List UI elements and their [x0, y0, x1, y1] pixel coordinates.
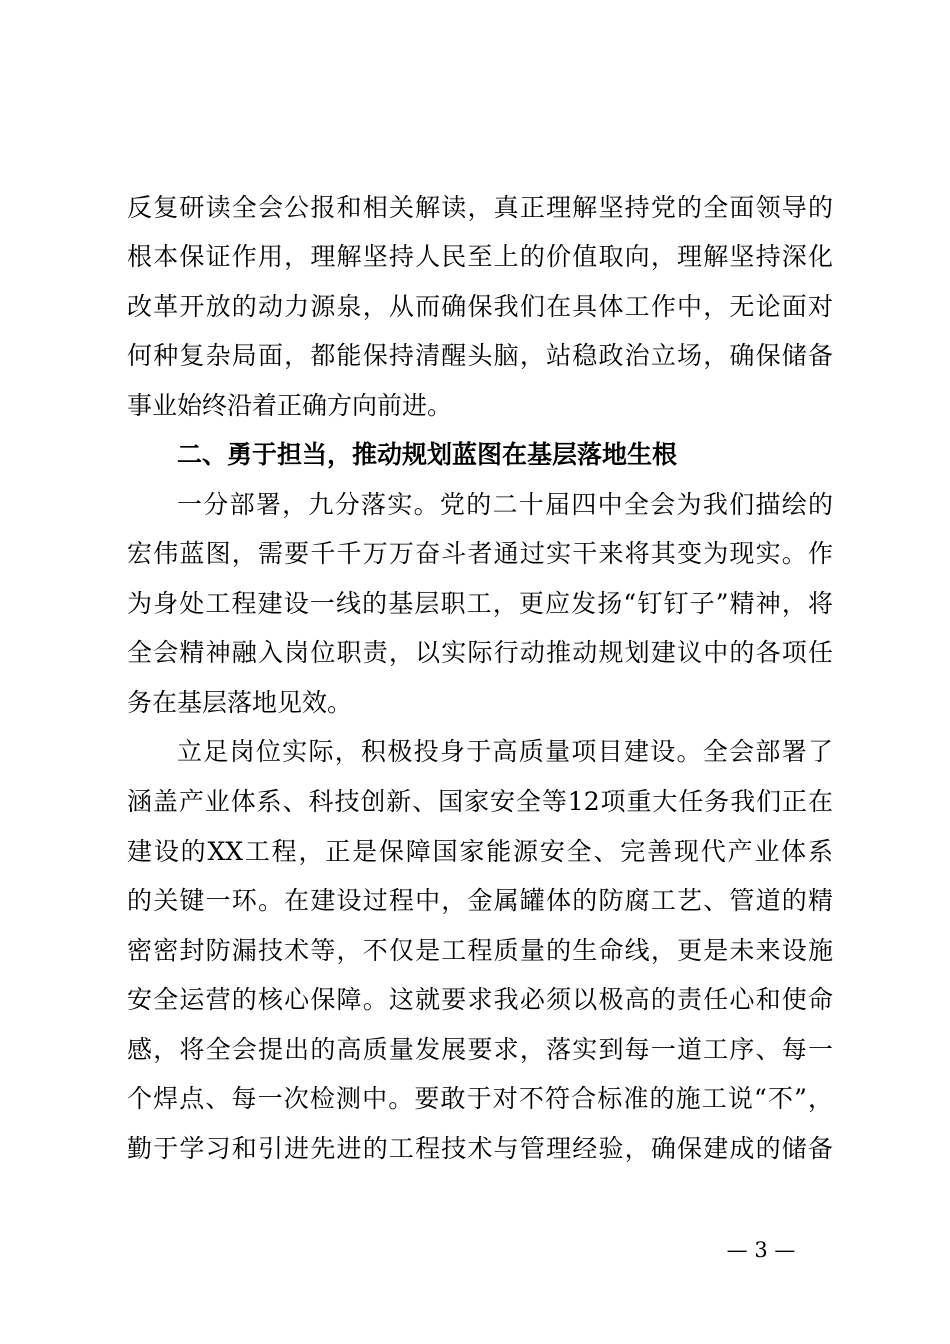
section-heading-2: 二、勇于担当，推动规划蓝图在基层落地生根 — [177, 440, 678, 469]
paragraph-3-line-4: 的关键一环。在建设过程中，金属罐体的防腐工艺、管道的精 — [127, 886, 833, 915]
paragraph-1-line-1: 反复研读全会公报和相关解读，真正理解坚持党的全面领导的 — [127, 193, 833, 222]
paragraph-2-line-3: 为身处工程建设一线的基层职工，更应发扬“钉钉子”精神，将 — [127, 589, 833, 618]
paragraph-3-line-6: 安全运营的核心保障。这就要求我必须以极高的责任心和使命 — [127, 985, 833, 1014]
paragraph-2-line-4: 全会精神融入岗位职责，以实际行动推动规划建议中的各项任 — [127, 638, 833, 667]
page-number: — 3 — — [726, 1238, 796, 1262]
paragraph-3-line-8: 个焊点、每一次检测中。要敢于对不符合标准的施工说“不”， — [127, 1084, 833, 1113]
paragraph-2-line-1: 一分部署，九分落实。党的二十届四中全会为我们描绘的 — [177, 490, 833, 519]
paragraph-2-line-2: 宏伟蓝图，需要千千万万奋斗者通过实干来将其变为现实。作 — [127, 539, 833, 568]
paragraph-3-line-9: 勤于学习和引进先进的工程技术与管理经验，确保建成的储备 — [127, 1134, 833, 1163]
paragraph-2-line-5: 务在基层落地见效。 — [127, 688, 353, 717]
paragraph-1-line-2: 根本保证作用，理解坚持人民至上的价值取向，理解坚持深化 — [127, 242, 833, 271]
paragraph-3-line-2: 涵盖产业体系、科技创新、国家安全等12项重大任务我们正在 — [127, 787, 833, 816]
paragraph-1-line-4: 何种复杂局面，都能保持清醒头脑，站稳政治立场，确保储备 — [127, 341, 833, 370]
paragraph-3-line-3: 建设的XX工程，正是保障国家能源安全、完善现代产业体系 — [127, 837, 833, 866]
paragraph-3-line-7: 感，将全会提出的高质量发展要求，落实到每一道工序、每一 — [127, 1035, 833, 1064]
paragraph-3-line-5: 密密封防漏技术等，不仅是工程质量的生命线，更是未来设施 — [127, 936, 833, 965]
paragraph-1-line-3: 改革开放的动力源泉，从而确保我们在具体工作中，无论面对 — [127, 292, 833, 321]
paragraph-1-line-5: 事业始终沿着正确方向前进。 — [127, 391, 453, 420]
paragraph-3-line-1: 立足岗位实际，积极投身于高质量项目建设。全会部署了 — [177, 737, 833, 766]
